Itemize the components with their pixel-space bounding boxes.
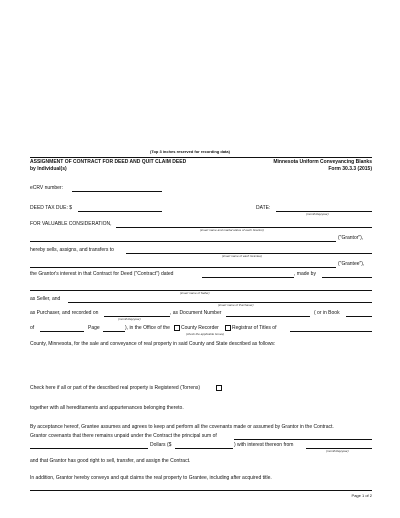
seller-label: as Seller, and	[30, 296, 61, 302]
form-title: ASSIGNMENT OF CONTRACT FOR DEED AND QUIT CLAIM DEED	[30, 159, 187, 165]
county-recorder-checkbox[interactable]	[174, 325, 180, 331]
county-text: County, Minnesota, for the sale and conveyance of real property in said County and State described as follows:	[30, 341, 276, 347]
page-label: Page	[88, 325, 100, 331]
grantee-input-2[interactable]	[30, 267, 336, 268]
grantor-input[interactable]	[30, 241, 336, 242]
acceptance-text-1: By acceptance hereof, Grantee assumes and agrees to keep and perform all the covenants made or assumed by Grantor in the Contract.	[30, 424, 334, 430]
grantee-label: ("Grantee"),	[338, 261, 365, 267]
seller-hint: (insert name of Seller)	[180, 291, 210, 295]
of-input[interactable]	[40, 331, 84, 332]
principal-words-input[interactable]	[30, 448, 148, 449]
grantor-label: ("Grantor"),	[338, 235, 364, 241]
deed-tax-label: DEED TAX DUE: $	[30, 205, 73, 211]
date-label: DATE:	[256, 205, 271, 211]
registrar-label: Registrar of Titles of	[232, 325, 277, 331]
contract-date-input[interactable]	[202, 277, 294, 278]
footer-rule	[30, 490, 372, 491]
interest-label: ) with interest thereon from	[234, 442, 294, 448]
doc-number-label: , as Document Number	[170, 310, 222, 316]
recorded-date-hint: (month/day/year)	[118, 317, 141, 321]
interest-date-hint: (month/day/year)	[326, 449, 349, 453]
consideration-label: FOR VALUABLE CONSIDERATION,	[30, 221, 112, 227]
grantor-hint: (insert name and marital status of each Grantor)	[200, 228, 264, 232]
grantee-hint: (insert name of each Grantee)	[222, 254, 263, 258]
boxes-hint: (check the applicable boxes)	[186, 332, 225, 336]
dollars-label: Dollars ($	[150, 442, 172, 448]
county-recorder-label: County Recorder	[181, 325, 219, 331]
made-by-input[interactable]	[322, 277, 372, 278]
page-input[interactable]	[103, 331, 125, 332]
purchaser-label: as Purchaser, and recorded on	[30, 310, 99, 316]
book-label: ( or in Book	[314, 310, 340, 316]
header-rule	[30, 157, 372, 158]
office-label: ), in the Office of the	[125, 325, 170, 331]
made-by-label: , made by	[294, 271, 316, 277]
contract-label: the Grantor's interest in that Contract for Deed ("Contract") dated	[30, 271, 174, 277]
page-number: Page 1 of 2	[351, 493, 372, 498]
good-right-text: and that Grantor has good right to sell, transfer, and assign the Contract.	[30, 458, 191, 464]
hereditaments-text: together with all hereditaments and appurtenances belonging thereto.	[30, 405, 184, 411]
deed-tax-input[interactable]	[78, 211, 162, 212]
ecrv-input[interactable]	[72, 191, 162, 192]
torrens-checkbox[interactable]	[216, 385, 222, 391]
ecrv-label: eCRV number:	[30, 185, 63, 191]
torrens-text: Check here if all or part of the described real property is Registered (Torrens)	[30, 385, 201, 391]
acceptance-text-2: Grantor covenants that there remains unpaid under the Contract the principal sum of	[30, 433, 217, 439]
book-input[interactable]	[346, 316, 372, 317]
date-hint: (month/day/year)	[306, 212, 329, 216]
registrar-checkbox[interactable]	[225, 325, 231, 331]
form-number: Form 30.3.3 (2015)	[328, 166, 372, 172]
purchaser-hint: (insert name of Purchaser)	[218, 303, 254, 307]
doc-number-input[interactable]	[226, 316, 310, 317]
registrar-input[interactable]	[290, 331, 372, 332]
principal-input[interactable]	[234, 439, 372, 440]
of-label: of	[30, 325, 35, 331]
quit-claim-text: In addition, Grantor hereby conveys and quit claims the real property to Grantee, including after acquired title.	[30, 475, 272, 481]
dollars-input[interactable]	[175, 448, 233, 449]
form-name: Minnesota Uniform Conveyancing Blanks	[273, 159, 372, 165]
hereby-label: hereby sells, assigns, and transfers to	[30, 247, 114, 253]
form-subtitle: by Individual(s)	[30, 166, 67, 172]
recording-note: (Top 3 inches reserved for recording data)	[150, 149, 230, 154]
